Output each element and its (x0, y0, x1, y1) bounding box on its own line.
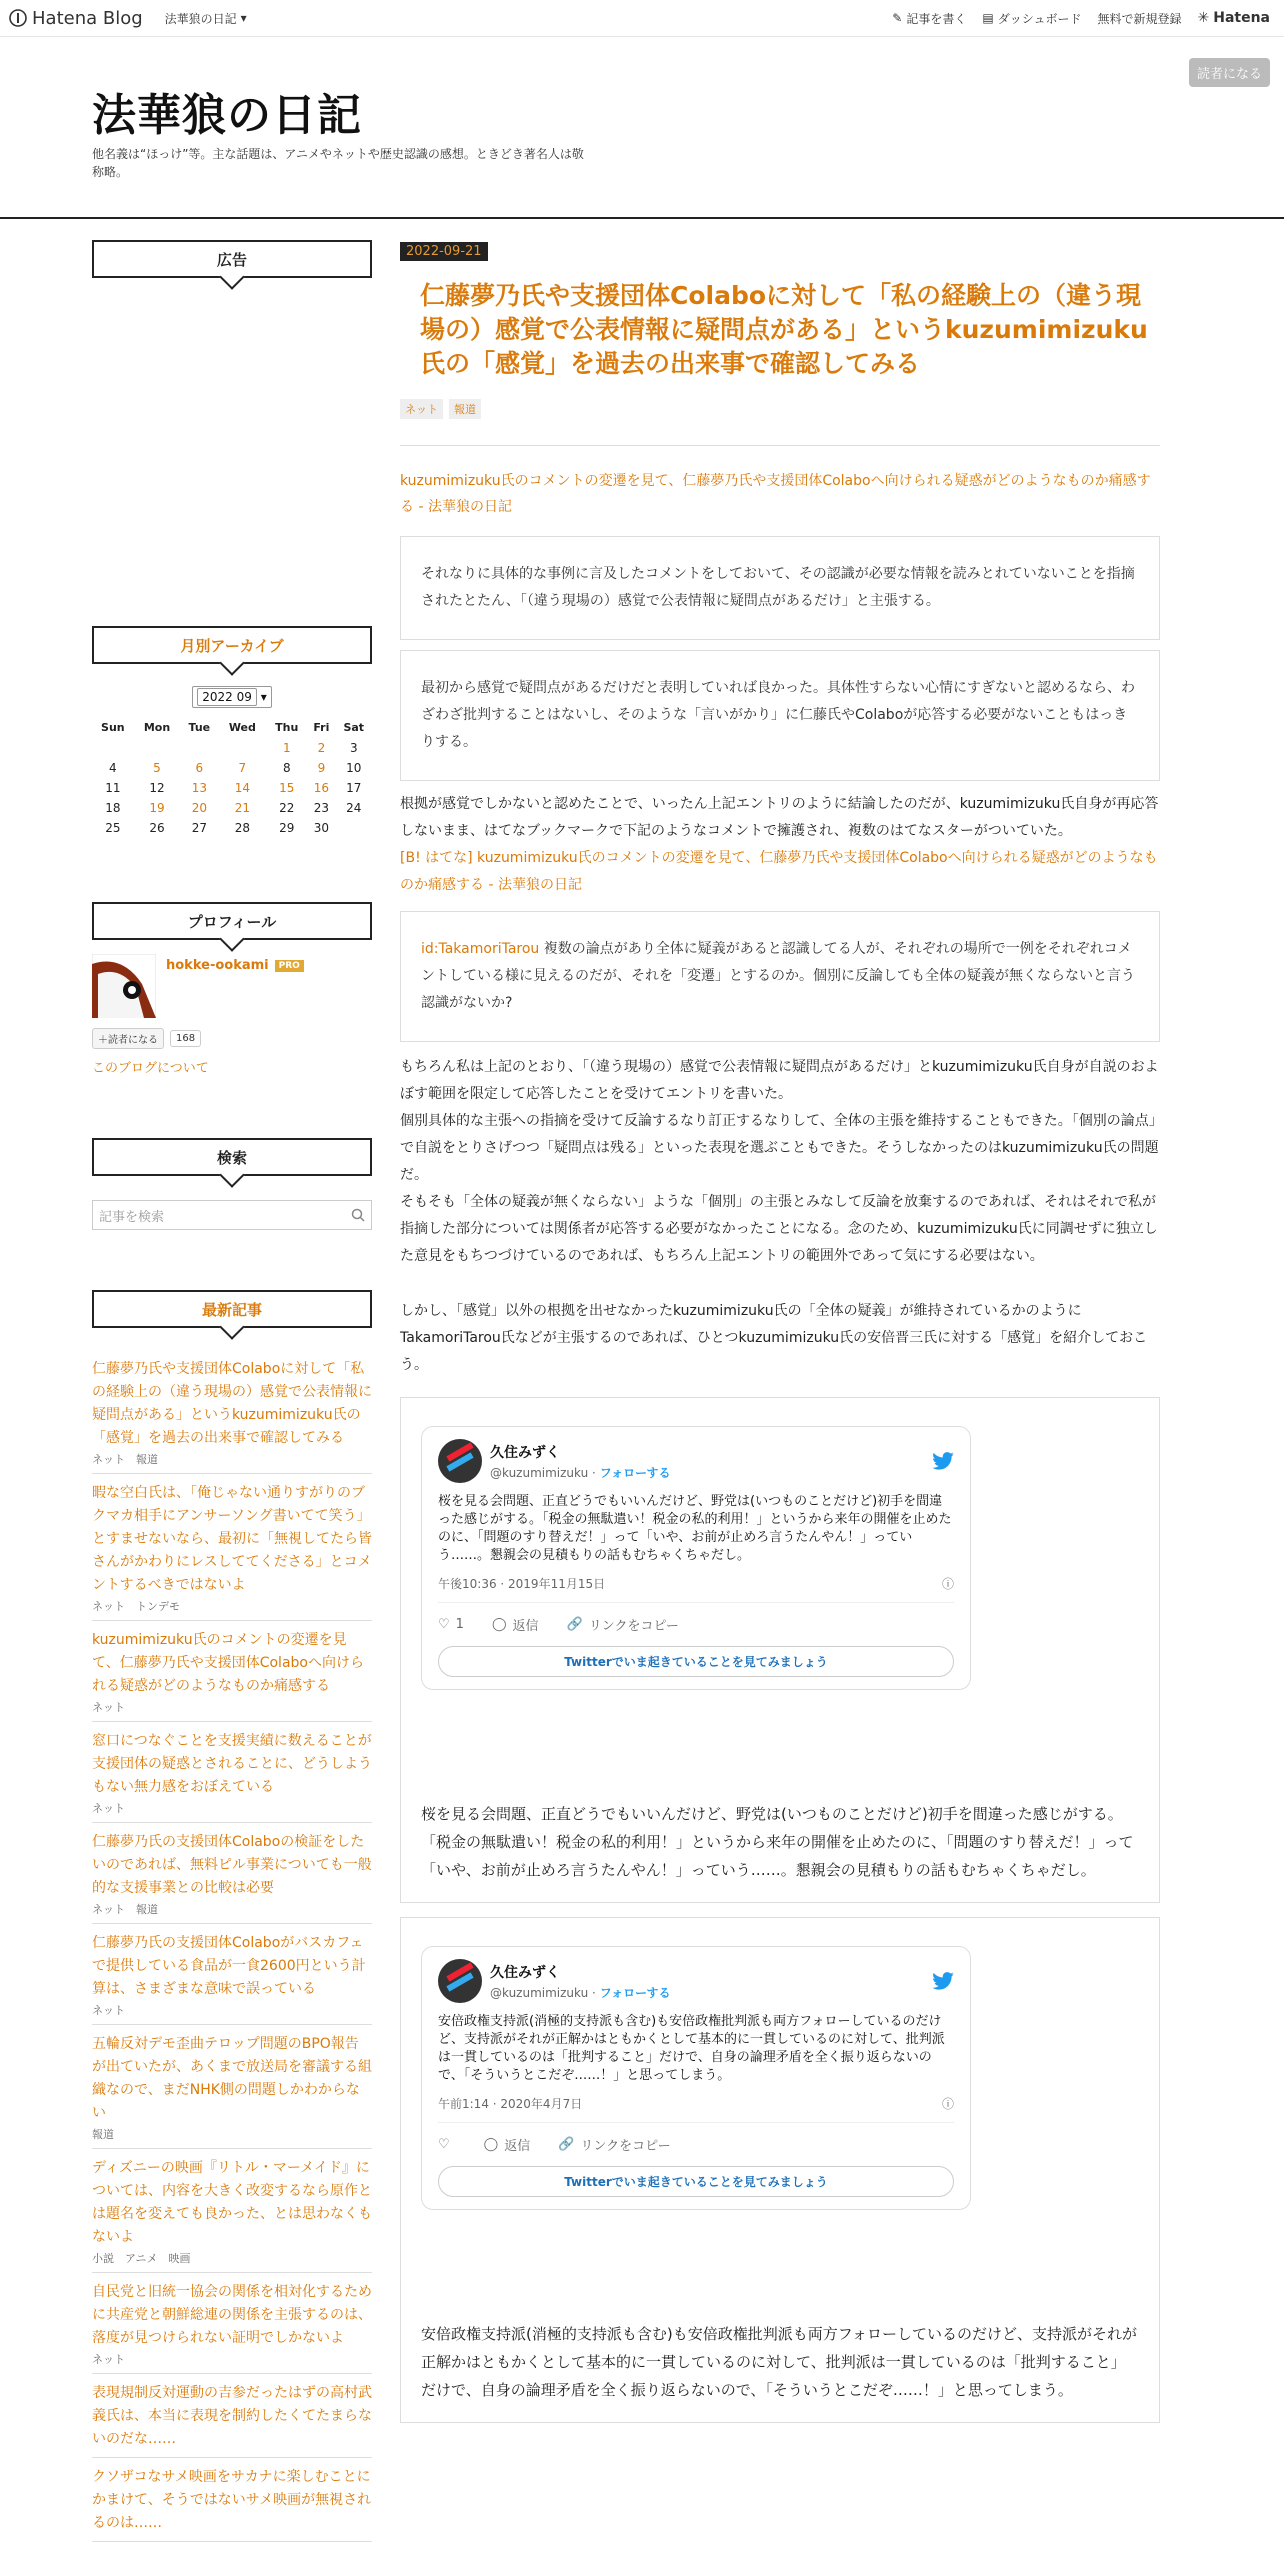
calendar-day[interactable]: 9 (317, 761, 326, 775)
recent-entry-categories[interactable]: 小説 アニメ 映画 (92, 2252, 191, 2265)
archive-month-value: 2022 09 (197, 688, 257, 706)
category-tag[interactable]: ネット (400, 399, 443, 419)
calendar-weekday: Fri (313, 720, 330, 734)
twitter-bird-icon[interactable] (932, 1972, 954, 1990)
profile-avatar[interactable] (92, 954, 156, 1018)
calendar-day: 11 (105, 781, 121, 795)
twitter-bird-icon[interactable] (932, 1452, 954, 1470)
reply-label: 返信 (512, 1619, 539, 1634)
subscriber-count[interactable]: 168 (170, 1030, 201, 1047)
recent-entry-item (92, 2458, 372, 2542)
blog-title[interactable]: 法華狼の日記 (92, 90, 362, 141)
copy-link-label: リンクをコピー (588, 1619, 679, 1634)
recent-entry-item (92, 1350, 372, 1474)
twitter-cta-button[interactable]: Twitterでいま起きていることを見てみましょう (438, 1646, 954, 1677)
paragraph: もちろん私は上記のとおり、「（違う現場の）感覚で公表情報に疑問点があるだけ」とkuzumimizuku氏自身が自説のおよぼす範囲を限定して応答したことを受けてエントリを書いた。 (400, 1059, 1159, 1102)
heart-icon: ♡ (438, 1617, 450, 1632)
comment-icon: ◯ (491, 1617, 507, 1632)
blockquote (400, 911, 1160, 1042)
commenter-link[interactable]: id:TakamoriTarou (421, 941, 540, 957)
recent-entry-item (92, 2149, 372, 2273)
calendar-day: 24 (346, 801, 362, 815)
recent-entry-categories[interactable]: 報道 (92, 2128, 114, 2141)
comment-icon: ◯ (483, 2137, 499, 2152)
blog-menu-label: 法華狼の日記 (164, 11, 237, 26)
calendar-day[interactable]: 16 (313, 781, 330, 795)
recent-entry-link[interactable]: 五輪反対デモ歪曲テロップ問題のBPO報告が出ていたが、あくまで放送局を審議する組織なので、まだNHK側の問題しかわからない (92, 2036, 372, 2121)
sidebar (92, 240, 372, 2542)
like-button[interactable] (438, 2135, 456, 2154)
calendar-day: 30 (313, 821, 330, 835)
tweet-transcript: 桜を見る会問題、正直どうでもいいんだけど、野党は(いつものことだけど)初手を間違った感じがする。「税金の無駄遣い！税金の私的利用！」というから来年の開催を止めたのに、「問題のすり替えだ！」って「いや、お前が止めろ言うたんやん！」っていう……。懇親会の見積もりの話もむちゃくちゃだし。 (421, 1805, 1134, 1879)
calendar-day[interactable]: 6 (195, 761, 204, 775)
tweet-author-handle[interactable]: @kuzumimizuku (490, 1985, 589, 2000)
calendar-day (218, 738, 266, 758)
calendar-day: 25 (105, 821, 121, 835)
calendar-day (92, 738, 134, 758)
tweet-card[interactable]: 久住みずく @kuzumimizuku · フォローする 安倍政権支持派(消極的支持派も含む)も安倍政権批判派も両方フォローしているのだけど、支持派がそれが正解かはともかくとして基本的に一貫しているのに対して、批判派は一貫しているのは「批判すること」だけで、自身の論理矛盾を全く振り返らないので、「そういうとこだぞ……！」と思ってしまう。 午前1:14 · 2020年4月7日 ⓘ ♡ ◯ 返信 🔗 リンクをコピー Twitterでいま起きていることを見てみましょう (421, 1946, 971, 2210)
recent-entry-categories[interactable]: ネット (92, 1802, 125, 1815)
tweet-text: 桜を見る会問題、正直どうでもいいんだけど、野党は(いつものことだけど)初手を間違った感じがする。「税金の無駄遣い！税金の私的利用！」というから来年の開催を止めたのに、「問題のすり替えだ！」って「いや、お前が止めろ言うたんやん！」っていう……。懇親会の見積もりの話もむちゃくちゃだし。 (438, 1494, 952, 1563)
tweet-embed (400, 1917, 1160, 2423)
recent-entry-categories[interactable]: ネット (92, 2353, 125, 2366)
recent-entry-link[interactable]: kuzumimizuku氏のコメントの変遷を見て、仁藤夢乃氏や支援団体Colaboへ向けられる疑惑がどのようなものか痛感する (92, 1632, 364, 1694)
hatena-blog-logo[interactable] (9, 8, 143, 29)
recent-entry-item (92, 1474, 372, 1621)
recent-entry-item (92, 1722, 372, 1823)
reply-button[interactable] (492, 1615, 539, 1634)
pro-badge: PRO (275, 960, 304, 972)
profile-name-block (166, 958, 304, 973)
recent-entry-link[interactable]: 仁藤夢乃氏の支援団体Colaboの検証をしたいのであれば、無料ピル事業についても一般的な支援事業との比較は必要 (92, 1834, 372, 1896)
search-placeholder: 記事を検索 (99, 1209, 165, 1225)
blog-header (0, 37, 1284, 219)
recent-entries-list (92, 1350, 372, 2542)
tweet-embed (400, 1397, 1160, 1903)
calendar-day[interactable]: 1 (282, 741, 291, 755)
paragraph: 個別具体的な主張への指摘を受けて反論するなり訂正するなりして、全体の主張を維持することもできた。「個別の論点」で自説をとりさげつつ「疑問点は残る」といった表現を選ぶこともできた。そうしなかったのはkuzumimizuku氏の問題だ。 (400, 1113, 1159, 1183)
global-header (0, 0, 1284, 37)
archive-month-select[interactable]: 2022 09 ▾ (192, 686, 271, 708)
calendar-day[interactable]: 21 (234, 801, 250, 815)
calendar-weekday: Sun (101, 720, 125, 734)
recent-entry-item (92, 2374, 372, 2458)
like-button[interactable] (438, 1615, 464, 1634)
calendar-day[interactable]: 2 (317, 741, 326, 755)
recent-entry-link[interactable]: ディズニーの映画『リトル・マーメイド』については、内容を大きく改変するなら原作とは題名を変えても良かった、とは思わなくもないよ (92, 2160, 372, 2245)
calendar-day: 27 (191, 821, 207, 835)
calendar-day: 23 (313, 801, 330, 815)
calendar-day (134, 738, 181, 758)
twitter-cta-button[interactable]: Twitterでいま起きていることを見てみましょう (438, 2166, 954, 2197)
ad-space (92, 278, 372, 628)
paragraph: 根拠が感覚でしかないと認めたことで、いったん上記エントリのように結論したのだが、kuzumimizuku氏自身が再応答しないまま、はてなブックマークで下記のようなコメントで擁護され、複数のはてなスターがついていた。 (400, 796, 1159, 839)
dashboard-icon: ▤ (982, 11, 994, 25)
recent-entry-link[interactable]: 自民党と旧統一協会の関係を相対化するために共産党と朝鮮総連の関係を主張するのは、落度が見つけられない証明でしかないよ (92, 2284, 372, 2346)
pencil-icon: ✎ (892, 11, 903, 25)
calendar-day: 18 (105, 801, 121, 815)
recent-entry-link[interactable]: 暇な空白氏は、「俺じゃない通りすがりのブクマカ相手にアンサーソング書いてて笑う」とすませないなら、最初に「無視してたら皆さんがかわりにレスしててくださる」とコメントするべきではないよ (92, 1485, 372, 1593)
calendar-day (180, 738, 218, 758)
recent-module-title[interactable]: 最新記事 (92, 1290, 372, 1328)
paragraph: しかし、「感覚」以外の根拠を出せなかったkuzumimizuku氏の「全体の疑義」が維持されているかのようにTakamoriTarou氏などが主張するのであれば、ひとつkuzumimizuku氏の安倍晋三氏に対する「感覚」を紹介しておこう。 (400, 1303, 1148, 1373)
tweet-avatar[interactable] (438, 1439, 482, 1483)
hatena-blog-icon (9, 9, 27, 27)
heart-icon: ♡ (438, 2137, 450, 2152)
tweet-timestamp[interactable]: 午後10:36 · 2019年11月15日 (438, 1577, 606, 1591)
calendar-day: 29 (279, 821, 295, 835)
recent-entry-link[interactable]: 表現規制反対運動の吉参だったはずの高村武義氏は、本当に表現を制約したくてたまらないのだな…… (92, 2385, 372, 2447)
blog-description: 他名義は“ほっけ”等。主な話題は、アニメやネットや歴史認識の感想。ときどき著名人は敬称略。 (92, 147, 584, 179)
calendar-day: 10 (346, 761, 362, 775)
tweet-card[interactable]: 久住みずく @kuzumimizuku · フォローする 桜を見る会問題、正直どうでもいいんだけど、野党は(いつものことだけど)初手を間違った感じがする。「税金の無駄遣い！税金の私的利用！」というから来年の開催を止めたのに、「問題のすり替えだ！」って「いや、お前が止めろ言うたんやん！」っていう……。懇親会の見積もりの話もむちゃくちゃだし。 午後10:36 · 2019年11月15日 ⓘ ♡ 1 ◯ 返信 🔗 リンクをコピー Twitterでいま起きていることを見てみましょう (421, 1426, 971, 1690)
recent-entry-link[interactable]: クソザコなサメ映画をサカナに楽しむことにかまけて、そうではないサメ映画が無視されるのは…… (92, 2469, 372, 2531)
archive-module-title[interactable]: 月別アーカイブ (92, 626, 372, 664)
copy-link-label: リンクをコピー (580, 2139, 671, 2154)
entry-date[interactable]: 2022-09-21 (400, 242, 488, 261)
recent-entry-link[interactable]: 仁藤夢乃氏の支援団体Colaboがバスカフェで提供している食品が一食2600円という計算は、さまざまな意味で誤っている (92, 1935, 366, 1997)
reply-button[interactable] (484, 2135, 531, 2154)
bookmark-link[interactable]: [B! はてな] kuzumimizuku氏のコメントの変遷を見て、仁藤夢乃氏や支援団体Colaboへ向けられる疑惑がどのようなものか痛感する - 法華狼の日記 (400, 850, 1158, 893)
follow-button[interactable]: フォローする (599, 1465, 671, 1480)
signup-link[interactable]: 無料で新規登録 (1097, 11, 1182, 26)
copy-link-button[interactable] (567, 1615, 679, 1634)
recent-entry-categories[interactable]: ネット トンデモ (92, 1600, 180, 1613)
calendar-day: 12 (149, 781, 165, 795)
profile-name[interactable]: hokke-ookami (166, 958, 269, 973)
dashboard-button[interactable] (982, 10, 1081, 27)
recent-entry-categories[interactable]: ネット 報道 (92, 1453, 158, 1466)
recent-entry-categories[interactable]: ネット 報道 (92, 1903, 158, 1916)
profile (92, 954, 372, 1018)
recent-entry-link[interactable]: 仁藤夢乃氏や支援団体Colaboに対して「私の経験上の（違う現場の）感覚で公表情報に疑問点がある」というkuzumimizuku氏の「感覚」を過去の出来事で確認してみる (92, 1361, 372, 1446)
recent-entry-item (92, 1924, 372, 2025)
entry (400, 240, 1160, 2423)
calendar-day[interactable]: 15 (279, 781, 295, 795)
calendar-weekday: Tue (188, 720, 211, 734)
chevron-down-icon: ▾ (240, 11, 247, 25)
search-icon[interactable] (351, 1208, 365, 1222)
dashboard-label: ダッシュボード (997, 11, 1082, 26)
calendar-day: 4 (109, 761, 117, 775)
calendar-day (336, 818, 372, 838)
calendar-day[interactable]: 14 (234, 781, 250, 795)
hatena-blog-logo-text: Hatena Blog (32, 7, 143, 29)
paragraph: そもそも「全体の疑義が無くならない」ような「個別」の主張とみなして反論を放棄するのであれば、それはそれで私が指摘した部分については関係者が応答する必要がなかったことになる。念のため、kuzumimizuku氏に同調せずに独立した意見をもちつづけているのであれば、もちろん上記エントリの範囲外であって気にする必要はない。 (400, 1194, 1158, 1264)
calendar-weekday: Sat (343, 720, 365, 734)
bookmark-comment: 複数の論点があり全体に疑義があると認識してる人が、それぞれの場所で一例をそれぞれコメントしている様に見えるのだが、それを「変遷」とするのか。個別に反論しても全体の疑義が無くならないと言う認識がないか? (421, 941, 1135, 1011)
recent-entry-item (92, 1621, 372, 1722)
hatena-logo[interactable] (1198, 10, 1271, 26)
calendar-day: 22 (279, 801, 295, 815)
recent-entry-categories[interactable]: ネット (92, 1701, 125, 1714)
recent-entry-link[interactable]: 窓口につなぐことを支援実績に数えることが支援団体の疑惑とされることに、どうしようもない無力感をおぼえている (92, 1733, 372, 1795)
write-entry-label: 記事を書く (906, 11, 967, 26)
sidebar-subscribe-button[interactable]: ＋読者になる (92, 1028, 164, 1049)
blog-menu[interactable] (165, 10, 247, 27)
calendar-day[interactable]: 13 (191, 781, 207, 795)
tweet-author-handle[interactable]: @kuzumimizuku (490, 1465, 589, 1480)
related-entry-link[interactable]: kuzumimizuku氏のコメントの変遷を見て、仁藤夢乃氏や支援団体Colaboへ向けられる疑惑がどのようなものか痛感する - 法華狼の日記 (400, 473, 1151, 515)
entry-title[interactable]: 仁藤夢乃氏や支援団体Colaboに対して「私の経験上の（違う現場の）感覚で公表情報に疑問点がある」というkuzumimizuku氏の「感覚」を過去の出来事で確認してみる (420, 281, 1148, 378)
search-module-title: 検索 (92, 1138, 372, 1176)
tweet-author-name[interactable]: 久住みずく (490, 1444, 560, 1461)
category-tag[interactable]: 報道 (449, 399, 481, 419)
ad-module-title: 広告 (92, 240, 372, 278)
recent-entry-item (92, 2273, 372, 2374)
calendar-weekday: Wed (228, 720, 256, 734)
blockquote: それなりに具体的な事例に言及したコメントをしておいて、その認識が必要な情報を読みとれていないことを指摘されたとたん、「（違う現場の）感覚で公表情報に疑問点があるだけ」と主張する。 (400, 536, 1160, 640)
blockquote: 最初から感覚で疑問点があるだけだと表明していれば良かった。具体性すらない心情にすぎないと認めるなら、わざわざ批判することはないし、そのような「言いがかり」に仁藤氏やColaboが応答する必要がないこともはっきりする。 (400, 650, 1160, 781)
recent-entry-categories[interactable]: ネット (92, 2004, 125, 2017)
calendar-weekday: Mon (143, 720, 171, 734)
calendar-day: 17 (346, 781, 362, 795)
recent-entry-item (92, 1823, 372, 1924)
calendar-day: 3 (349, 741, 358, 755)
divider (400, 445, 1160, 446)
calendar-weekday: Thu (275, 720, 299, 734)
link-icon: 🔗 (566, 1617, 583, 1632)
info-icon[interactable]: ⓘ (941, 1577, 954, 1591)
sidebar-subscribe-label: 読者になる (108, 1035, 158, 1046)
like-count: 1 (455, 1617, 464, 1632)
calendar-day[interactable]: 19 (149, 801, 165, 815)
calendar-day: 26 (149, 821, 165, 835)
profile-module-title: プロフィール (92, 902, 372, 940)
reply-label: 返信 (504, 2139, 531, 2154)
calendar-day: 8 (282, 761, 291, 775)
copy-link-button[interactable] (558, 2135, 670, 2154)
archive-calendar (92, 716, 372, 838)
about-blog-link[interactable]: このブログについて (92, 1061, 209, 1076)
tweet-timestamp[interactable]: 午前1:14 · 2020年4月7日 (438, 2097, 583, 2111)
calendar-day[interactable]: 5 (153, 761, 161, 775)
subscribe-button[interactable]: 読者になる (1189, 58, 1270, 87)
tweet-text: 安倍政権支持派(消極的支持派も含む)も安倍政権批判派も両方フォローしているのだけど、支持派がそれが正解かはともかくとして基本的に一貫しているのに対して、批判派は一貫しているのは「批判すること」だけで、自身の論理矛盾を全く振り返らないので、「そういうとこだぞ……！」と思ってしまう。 (438, 2014, 945, 2083)
calendar-day[interactable]: 7 (238, 761, 247, 775)
tweet-transcript: 安倍政権支持派(消極的支持派も含む)も安倍政権批判派も両方フォローしているのだけど、支持派がそれが正解かはともかくとして基本的に一貫しているのに対して、批判派は一貫しているのは「批判すること」だけで、自身の論理矛盾を全く振り返らないので、「そういうとこだぞ……！」と思ってしまう。 (421, 2325, 1137, 2399)
calendar-day: 28 (234, 821, 250, 835)
hatena-logo-text: Hatena (1213, 10, 1270, 26)
hatena-icon: ✳ (1197, 10, 1210, 26)
tweet-author-name[interactable]: 久住みずく (490, 1964, 560, 1981)
entry-categories (400, 399, 1160, 419)
follow-button[interactable]: フォローする (599, 1985, 671, 2000)
info-icon[interactable]: ⓘ (941, 2097, 954, 2111)
search-input[interactable] (92, 1200, 372, 1230)
calendar-day[interactable]: 20 (191, 801, 207, 815)
tweet-avatar[interactable] (438, 1959, 482, 2003)
write-entry-button[interactable] (892, 10, 966, 27)
link-icon: 🔗 (558, 2137, 575, 2152)
recent-entry-item (92, 2025, 372, 2149)
